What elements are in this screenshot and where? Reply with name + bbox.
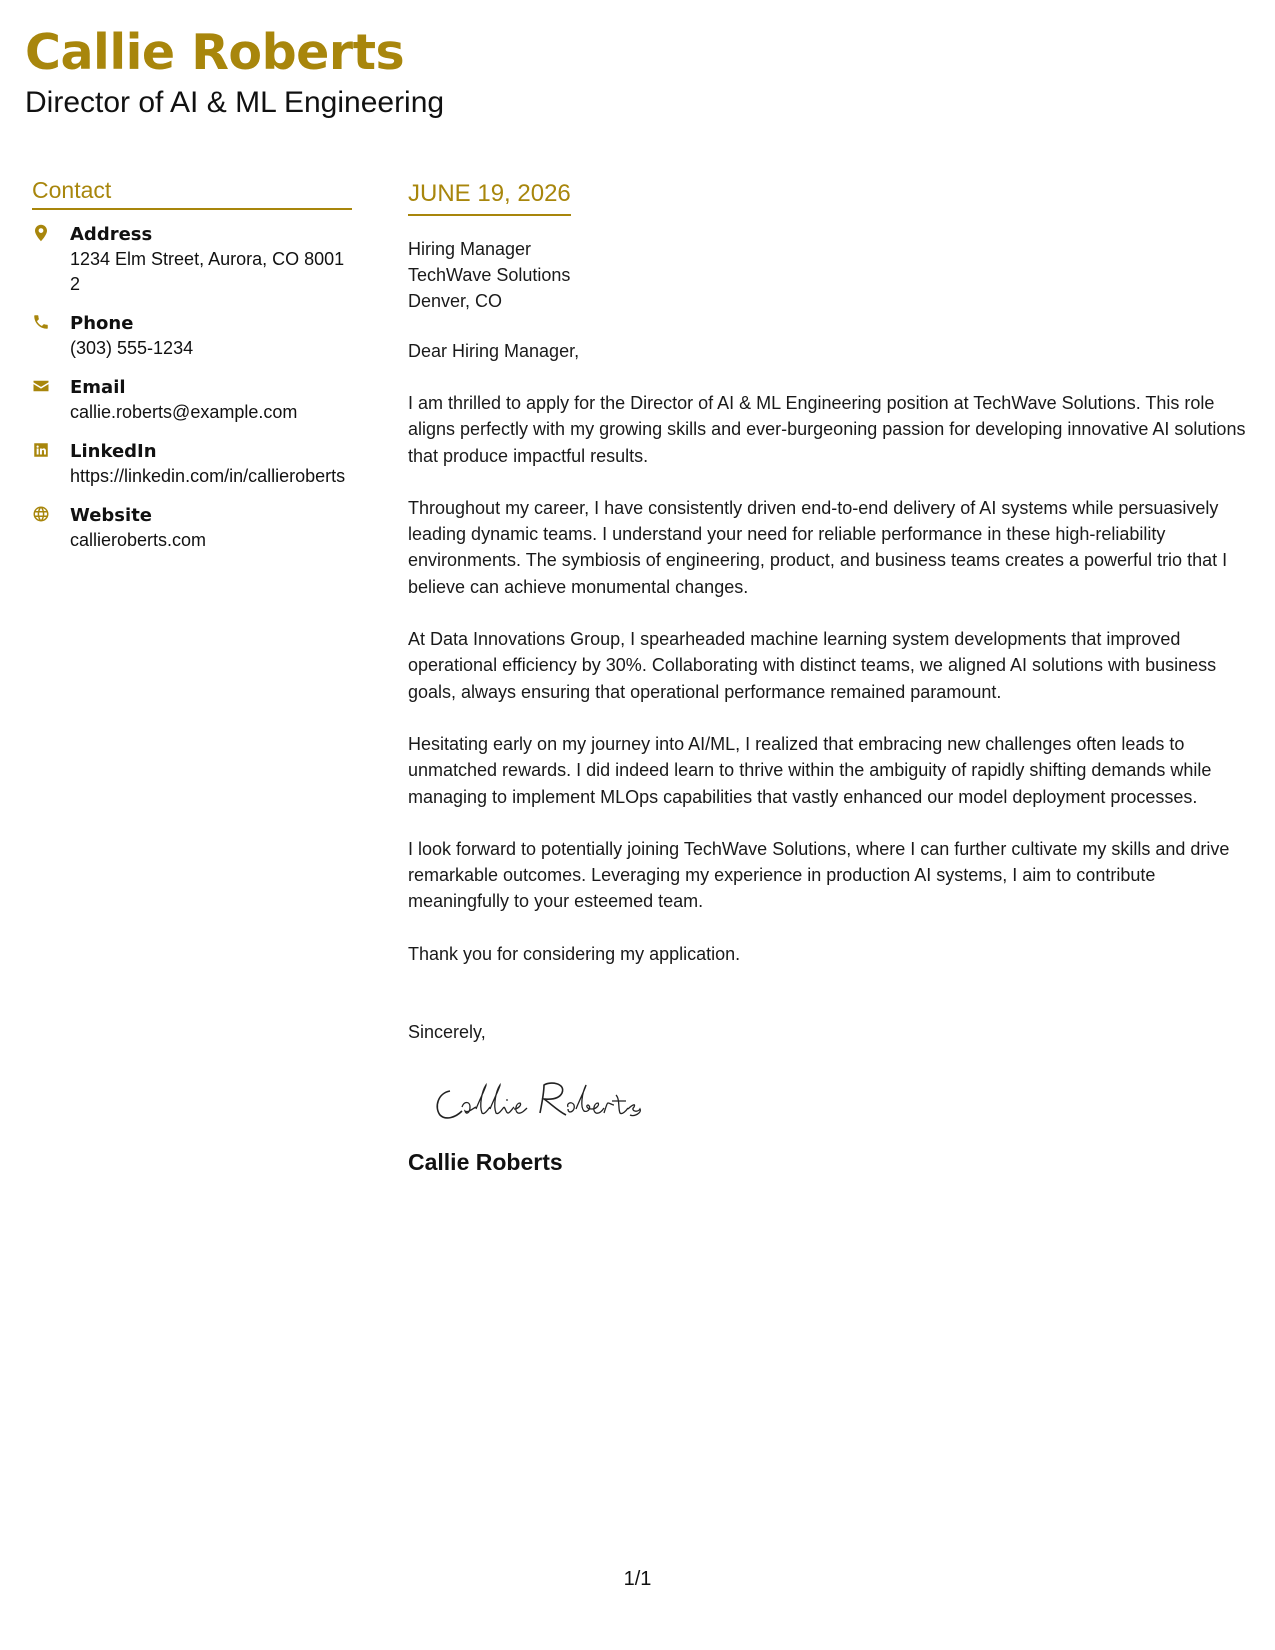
email-value[interactable]: callie.roberts@example.com (70, 402, 298, 422)
contact-label: LinkedIn (70, 441, 157, 462)
contact-label: Phone (70, 313, 134, 334)
linkedin-value[interactable]: https://linkedin.com/in/callieroberts (70, 466, 346, 486)
date-block (408, 178, 571, 216)
contact-item-phone (32, 311, 352, 361)
contact-item-email (32, 375, 352, 425)
contact-sidebar (32, 175, 352, 567)
contact-label: Website (70, 505, 153, 526)
body-paragraph: Hesitating early on my journey into AI/ML, I realized that embracing new challenges often leads to unmatched rewards. I did indeed learn to thrive within the ambiguity of rapidly shifting demands while managing to implement MLOps capabilities that vastly enhanced our model deployment processes. (408, 733, 1212, 807)
body-paragraph: Thank you for considering my application. (408, 943, 741, 964)
map-pin-icon (32, 222, 70, 297)
contact-item-linkedin (32, 439, 352, 489)
job-title: Director of AI & ML Engineering (25, 86, 445, 119)
applicant-name: Callie Roberts (25, 24, 405, 81)
phone-value: (303) 555-1234 (70, 338, 194, 358)
body-paragraph: At Data Innovations Group, I spearheaded machine learning system developments that improved operational efficiency by 30%. Collaborating with distinct teams, we aligned AI solutions with business goals, always ensuring that operational performance remained paramount. (408, 629, 1217, 702)
body-paragraph: I am thrilled to apply for the Director of AI & ML Engineering position at TechWave Solutions. This role aligns perfectly with my growing skills and ever-burgeoning passion for developing innovative AI solutions that produce impactful results. (408, 393, 1246, 466)
recipient-line: Hiring Manager (408, 239, 532, 259)
contact-item-address (32, 222, 352, 297)
address-value: 1234 Elm Street, Aurora, CO 80012 (70, 249, 345, 294)
body-paragraph: Throughout my career, I have consistently driven end-to-end delivery of AI systems while persuasively leading dynamic teams. I understand your need for reliable performance in these high-reliability environments. The symbiosis of engineering, product, and business teams creates a powerful trio that I believe can achieve monumental changes. (408, 497, 1228, 597)
closing: Sincerely, (408, 1022, 486, 1043)
letter-body (408, 178, 1248, 1177)
signed-name: Callie Roberts (408, 1149, 563, 1176)
page-number: 1/1 (623, 1568, 652, 1590)
envelope-icon (32, 375, 70, 425)
salutation: Dear Hiring Manager, (408, 341, 580, 361)
website-value[interactable]: callieroberts.com (70, 530, 207, 550)
header (25, 22, 444, 122)
letter-date: JUNE 19, 2026 (408, 180, 571, 207)
recipient-line: TechWave Solutions (408, 265, 571, 285)
contact-label: Address (70, 224, 153, 245)
linkedin-icon (32, 439, 70, 489)
globe-icon (32, 503, 70, 553)
recipient-block (408, 236, 1248, 314)
recipient-line: Denver, CO (408, 291, 503, 311)
contact-item-website (32, 503, 352, 553)
handwritten-signature (432, 1073, 662, 1129)
contact-heading: Contact (32, 175, 352, 210)
phone-icon (32, 311, 70, 361)
contact-list (32, 222, 352, 553)
contact-label: Email (70, 377, 126, 398)
body-paragraph: I look forward to potentially joining TechWave Solutions, where I can further cultivate my skills and drive remarkable outcomes. Leveraging my experience in production AI systems, I aim to contribute meaningfully to your esteemed team. (408, 838, 1230, 912)
